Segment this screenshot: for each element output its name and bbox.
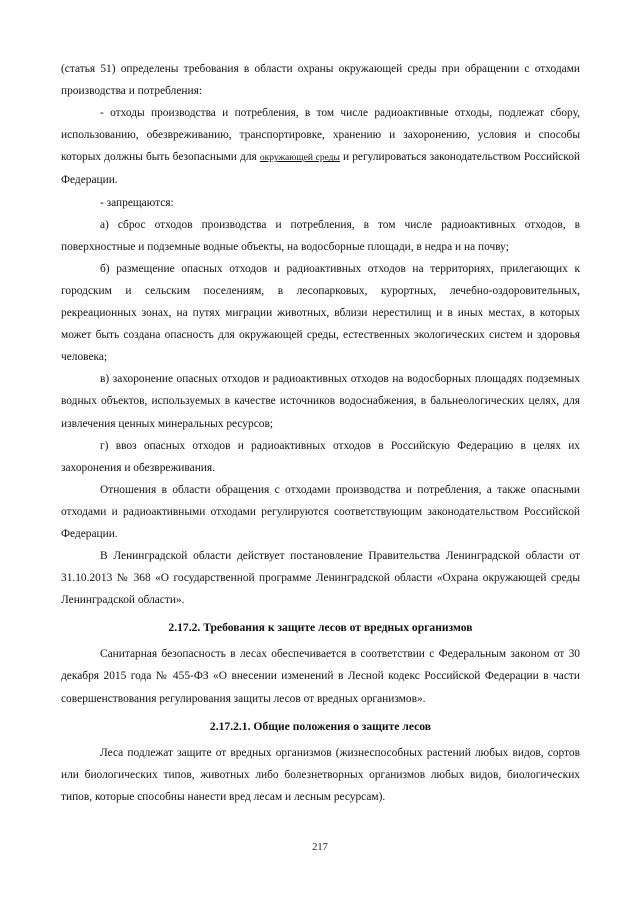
paragraph-text: и регулироваться законодательством Российской Федерации. [61, 151, 580, 187]
underlined-term-link[interactable]: окружающей среды [259, 153, 340, 164]
paragraph-text: - отходы производства и потребления, в том числе радиоактивные отходы, подлежат сбору, использованию, обезвреживанию, транспортировке, хранению и захоронению, условия и способы которых должны быть безопасными для [61, 107, 580, 164]
paragraph: Санитарная безопасность в лесах обеспечивается в соответствии с Федеральным законом от 30 декабря 2015 года № 455-ФЗ «О внесении изменений в Лесной кодекс Российской Федерации в части совершенствования регулирования защиты лесов от вредных организмов». [61, 648, 580, 705]
paragraph: (статья 51) определены требования в области охраны окружающей среды при обращении с отходами производства и потребления: [61, 63, 580, 98]
paragraph-item-b: б) размещение опасных отходов и радиоактивных отходов на территориях, прилегающих к городским и сельским поселениям, в лесопарковых, курортных, лечебно-оздоровительных, рекреационных зонах, на путях миграции животных, вблизи нерестилищ и в иных местах, в которых может быть создана опасность для окружающей среды, естественных экологических систем и здоровья человека; [61, 262, 580, 364]
paragraph: В Ленинградской области действует постановление Правительства Ленинградской области от 31.10.2013 № 368 «О государственной программе Ленинградской области «Охрана окружающей среды Ленинградской области». [61, 550, 580, 607]
subsection-heading: 2.17.2.1. Общие положения о защите лесов [209, 719, 432, 733]
paragraph-item-g: г) ввоз опасных отходов и радиоактивных отходов в Российскую Федерацию в целях их захоронения и обезвреживания. [61, 439, 580, 474]
paragraph: Отношения в области обращения с отходами производства и потребления, а также опасными отходами и радиоактивными отходами регулируются соответствующим законодательством Российской Федерации. [61, 483, 580, 540]
page-body [61, 58, 580, 808]
section-heading: 2.17.2. Требования к защите лесов от вредных организмов [168, 621, 473, 635]
paragraph-item-a: а) сброс отходов производства и потребления, в том числе радиоактивных отходов, в поверхностные и подземные водные объекты, на водосборные площади, в недра и на почву; [61, 218, 580, 253]
paragraph-item-v: в) захоронение опасных отходов и радиоактивных отходов на водосборных площадях подземных водных объектов, используемых в качестве источников водоснабжения, в бальнеологических целях, для извлечения ценных минеральных ресурсов; [61, 373, 580, 430]
paragraph-waste-requirements [61, 102, 580, 191]
paragraph: Леса подлежат защите от вредных организмов (жизнеспособных растений любых видов, сортов или биологических типов, животных либо болезнетворных организмов любых видов, биологических типов, которые способны нанести вред лесам и лесным ресурсам). [61, 746, 580, 803]
page-number: 217 [312, 842, 328, 853]
paragraph-prohibited: - запрещаются: [100, 196, 174, 209]
